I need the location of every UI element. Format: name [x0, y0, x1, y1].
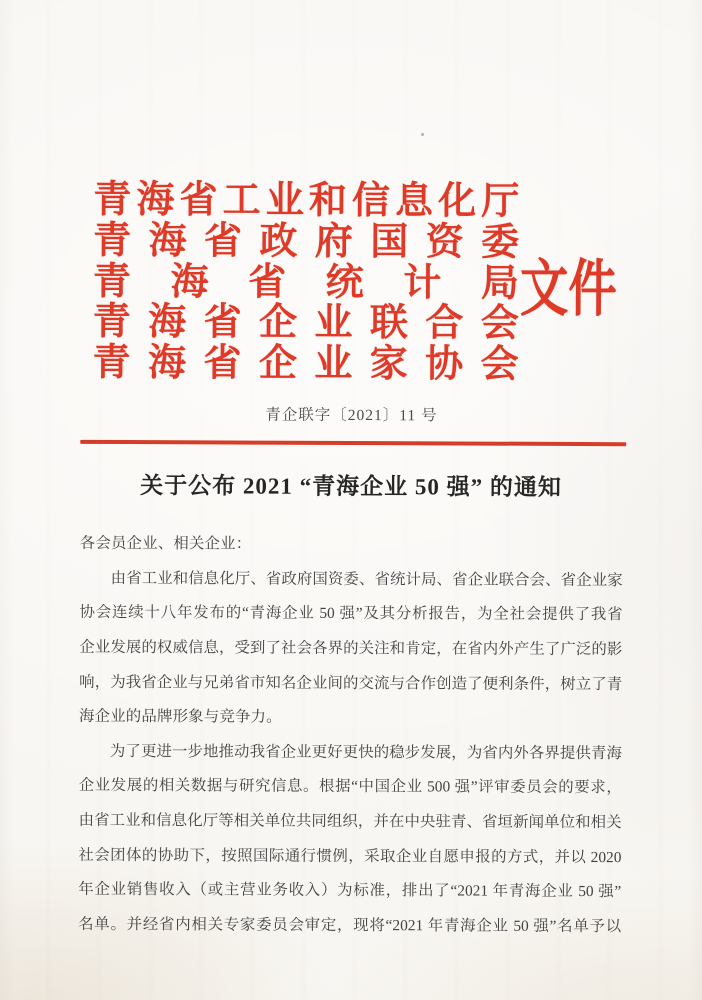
red-divider-line [80, 440, 626, 446]
document-title: 关于公布 2021 “青海企业 50 强” 的通知 [140, 473, 562, 500]
body-line: 海企业的品牌形象与竞争力。 [79, 708, 282, 726]
body-line: 企业发展的相关数据与研究信息。根据“中国企业 500 强”评审委员会的要求， [78, 777, 622, 797]
body-line: 协会连续十八年发布的“青海企业 50 强”及其分析报告，为全社会提供了我省 [79, 604, 623, 624]
body-line: 企业发展的权威信息，受到了社会各界的关注和肯定，在省内外产生了广泛的影 [79, 638, 623, 659]
document-type-label: 文件 [519, 255, 617, 325]
issuer-name: 青海省统计局 [92, 260, 520, 305]
issuer-name: 青海省工业和信息化厅 [93, 178, 520, 223]
body-line: 社会团体的协助下，按照国际通行惯例，采取企业自愿申报的方式，并以 2020 [78, 846, 622, 866]
issuer-name: 青海省企业联合会 [92, 301, 519, 346]
issuer-name: 青海省政府国资委 [93, 219, 520, 264]
body-line: 为了更进一步地推动我省企业更好更快的稳步发展，为省内外各界提供青海 [78, 742, 622, 763]
issuer-name: 青海省企业家协会 [92, 342, 519, 386]
body-line: 响，为我省企业与兄弟省市知名企业间的交流与合作创造了便利条件，树立了青 [79, 673, 623, 693]
body-line: 各会员企业、相关企业： [79, 534, 252, 553]
document-body [78, 527, 623, 945]
body-line: 由省工业和信息化厅等相关单位共同组织，并在中央驻青、省垣新闻单位和相关 [78, 811, 622, 832]
body-line: 名单。并经省内相关专家委员会审定，现将“2021 年青海企业 50 强”名单予以 [78, 915, 622, 936]
body-line: 年企业销售收入（或主营业务收入）为标准，排出了“2021 年青海企业 50 强” [78, 881, 622, 901]
document-number: 青企联字〔2021〕11 号 [265, 406, 438, 425]
body-line: 由省工业和信息化厅、省政府国资委、省统计局、省企业联合会、省企业家 [79, 569, 623, 589]
issuing-agencies [93, 180, 520, 386]
